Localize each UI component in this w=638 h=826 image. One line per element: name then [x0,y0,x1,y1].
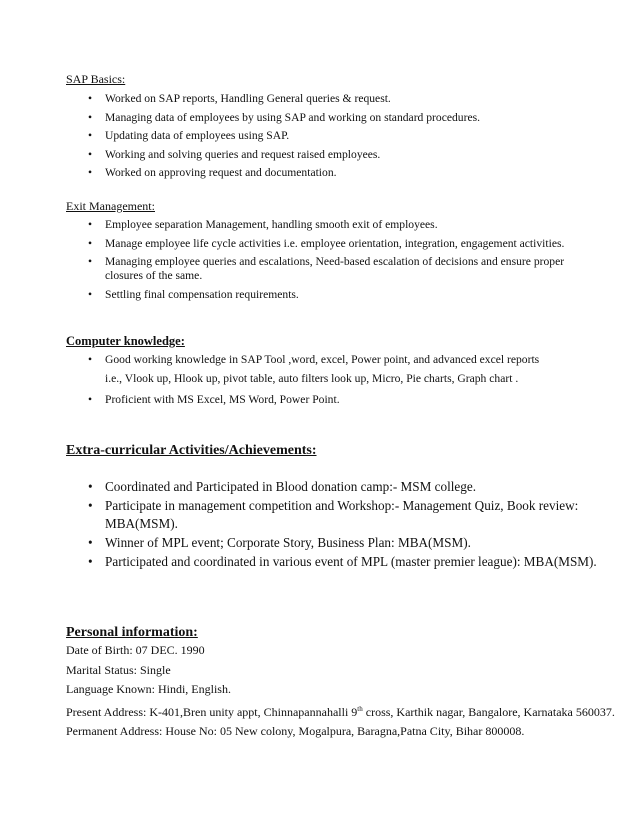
list-item: • Settling final compensation requirements. [88,286,588,305]
date-of-birth: Date of Birth: 07 DEC. 1990 [66,643,205,657]
list-item-line: i.e., Vlook up, Hlook up, pivot table, auto filters look up, Micro, Pie charts, Graph chart . [105,371,519,385]
extra-curricular-list [88,478,598,572]
list-item: • Participated and coordinated in various event of MPL (master premier league): MBA(MSM). [88,553,598,571]
list-item [88,351,539,388]
list-item: • Worked on approving request and documentation. [88,164,480,183]
languages-known: Language Known: Hindi, English. [66,682,231,696]
list-item-line: • Good working knowledge in SAP Tool ,word, excel, Power point, and advanced excel reports [105,353,540,366]
sap-basics-list [88,90,480,183]
list-item: • Winner of MPL event; Corporate Story, Business Plan: MBA(MSM). [88,534,598,552]
computer-knowledge-list [88,351,539,410]
list-item: • Worked on SAP reports, Handling General queries & request. [88,90,480,109]
exit-management-heading: Exit Management: [66,199,155,213]
marital-status: Marital Status: Single [66,662,171,677]
list-item: • Participate in management competition and Workshop:- Management Quiz, Book review: MBA(MSM). [88,497,598,533]
list-item: • Managing employee queries and escalations, Need-based escalation of decisions and ensure proper closures of the same. [88,255,588,282]
ordinal-suffix: th [357,704,363,713]
list-item: • Proficient with MS Excel, MS Word, Power Point. [88,391,539,410]
computer-knowledge-heading: Computer knowledge: [66,334,185,348]
list-item: • Managing data of employees by using SAP and working on standard procedures. [88,109,480,128]
present-address-text-end: cross, Karthik nagar, Bangalore, Karnataka 560037. [362,704,615,719]
extra-curricular-heading: Extra-curricular Activities/Achievements: [66,443,317,458]
personal-information-block [66,641,615,742]
list-item: • Employee separation Management, handling smooth exit of employees. [88,216,588,235]
present-address-text: Present Address: K-401,Bren unity appt, Chinnapannahalli 9 [66,704,358,719]
list-item: • Working and solving queries and request raised employees. [88,146,480,165]
personal-information-heading: Personal information: [66,625,198,640]
list-item: • Manage employee life cycle activities i.e. employee orientation, integration, engagement activities. [88,235,588,254]
exit-management-list [88,216,588,305]
list-item: • Updating data of employees using SAP. [88,127,480,146]
permanent-address: Permanent Address: House No: 05 New colony, Mogalpura, Baragna,Patna City, Bihar 800008. [66,724,525,738]
sap-basics-heading: SAP Basics: [66,72,126,86]
present-address [66,700,615,723]
list-item: • Coordinated and Participated in Blood donation camp:- MSM college. [88,478,598,496]
